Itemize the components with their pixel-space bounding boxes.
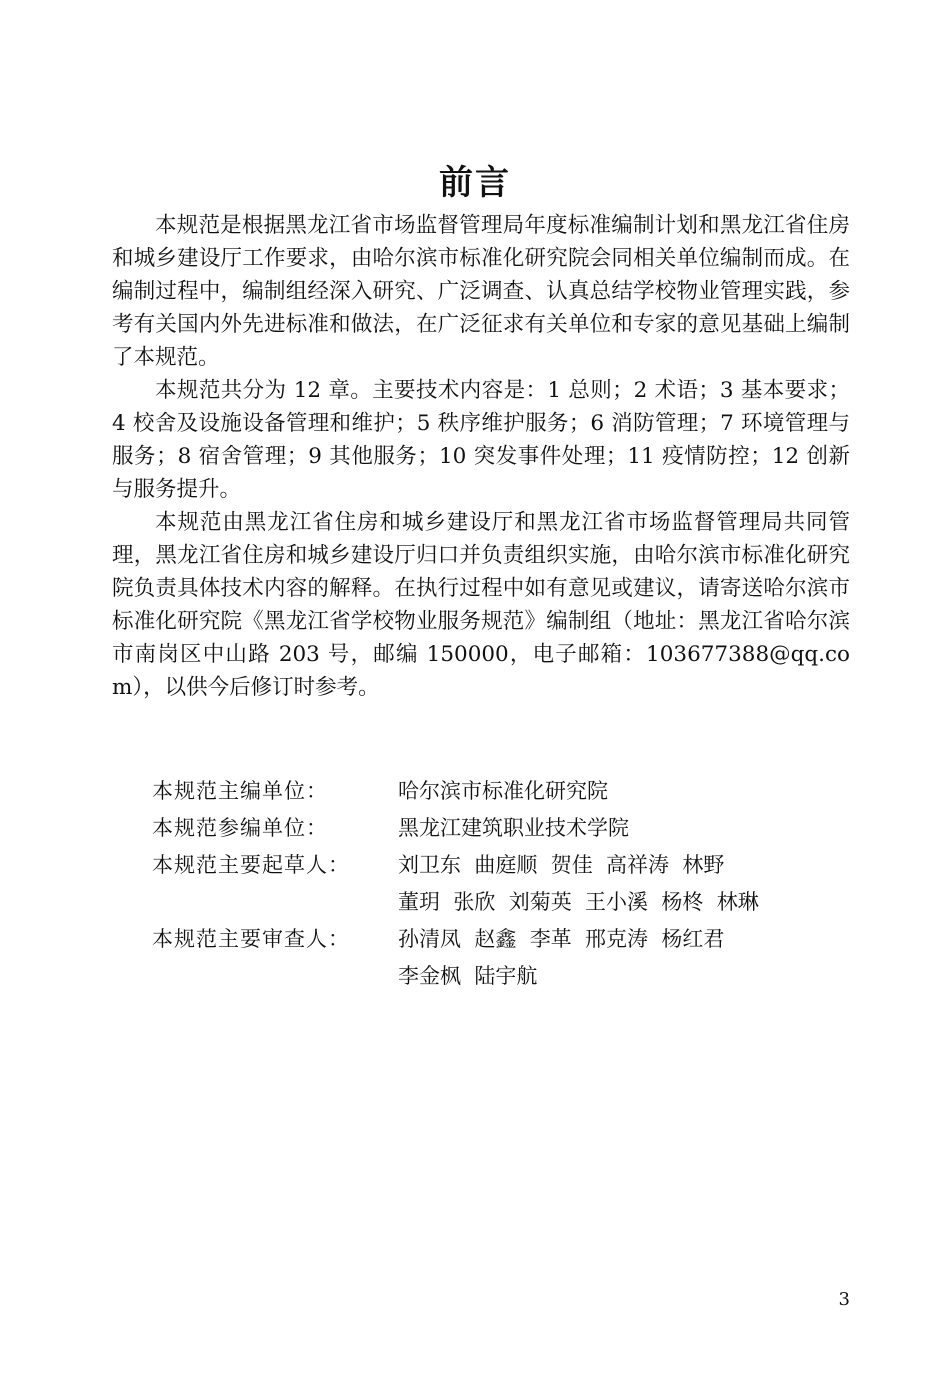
chief-unit-value <box>398 773 852 810</box>
page-number: 3 <box>838 1289 850 1310</box>
reviewers-value <box>398 921 852 995</box>
foreword-paragraph-contents: 本规范共分为 12 章。主要技术内容是：1 总则；2 术语；3 基本要求；4 校舍及设施设备管理和维护；5 秩序维护服务；6 消防管理；7 环境管理与服务；8 宿舍管理；9 其他服务；10 突发事件处理；11 疫情防控；12 创新与服务提升。 <box>112 378 850 502</box>
credit-row-reviewers <box>152 921 852 995</box>
drafters-label: 本规范主要起草人： <box>152 853 350 877</box>
reviewers-label: 本规范主要审查人： <box>152 927 350 951</box>
chief-unit-label: 本规范主编单位： <box>152 779 328 803</box>
reviewers-line-2: 李金枫 陆宇航 <box>398 964 538 988</box>
page-title: 前言 <box>439 162 511 203</box>
drafters-line-2: 董玥 张欣 刘菊英 王小溪 杨柊 林琳 <box>398 890 759 914</box>
credit-row-chief-unit <box>152 773 852 810</box>
foreword-paragraph-management: 本规范由黑龙江省住房和城乡建设厅和黑龙江省市场监督管理局共同管理，黑龙江省住房和城乡建设厅归口并负责组织实施，由哈尔滨市标准化研究院负责具体技术内容的解释。在执行过程中如有意见或建议，请寄送哈尔滨市标准化研究院《黑龙江省学校物业服务规范》编制组（地址：黑龙江省哈尔滨市南岗区中山路 203 号，邮编 150000，电子邮箱：103677388@qq.com），以供今后修订时参考。 <box>112 510 850 700</box>
credits-block <box>152 773 852 995</box>
credit-row-participating-unit <box>152 810 852 847</box>
foreword-body <box>112 209 850 704</box>
drafters-line-1: 刘卫东 曲庭顺 贺佳 高祥涛 林野 <box>398 853 725 877</box>
reviewers-line-1: 孙清凤 赵鑫 李革 邢克涛 杨红君 <box>398 927 725 951</box>
drafters-value <box>398 847 852 921</box>
participating-unit-name: 黑龙江建筑职业技术学院 <box>398 816 629 840</box>
participating-unit-label: 本规范参编单位： <box>152 816 328 840</box>
credit-row-drafters <box>152 847 852 921</box>
chief-unit-name: 哈尔滨市标准化研究院 <box>398 779 608 803</box>
participating-unit-value <box>398 810 852 847</box>
foreword-paragraph-basis: 本规范是根据黑龙江省市场监督管理局年度标准编制计划和黑龙江省住房和城乡建设厅工作要求，由哈尔滨市标准化研究院会同相关单位编制而成。在编制过程中，编制组经深入研究、广泛调查、认真总结学校物业管理实践，参考有关国内外先进标准和做法，在广泛征求有关单位和专家的意见基础上编制了本规范。 <box>112 213 850 370</box>
